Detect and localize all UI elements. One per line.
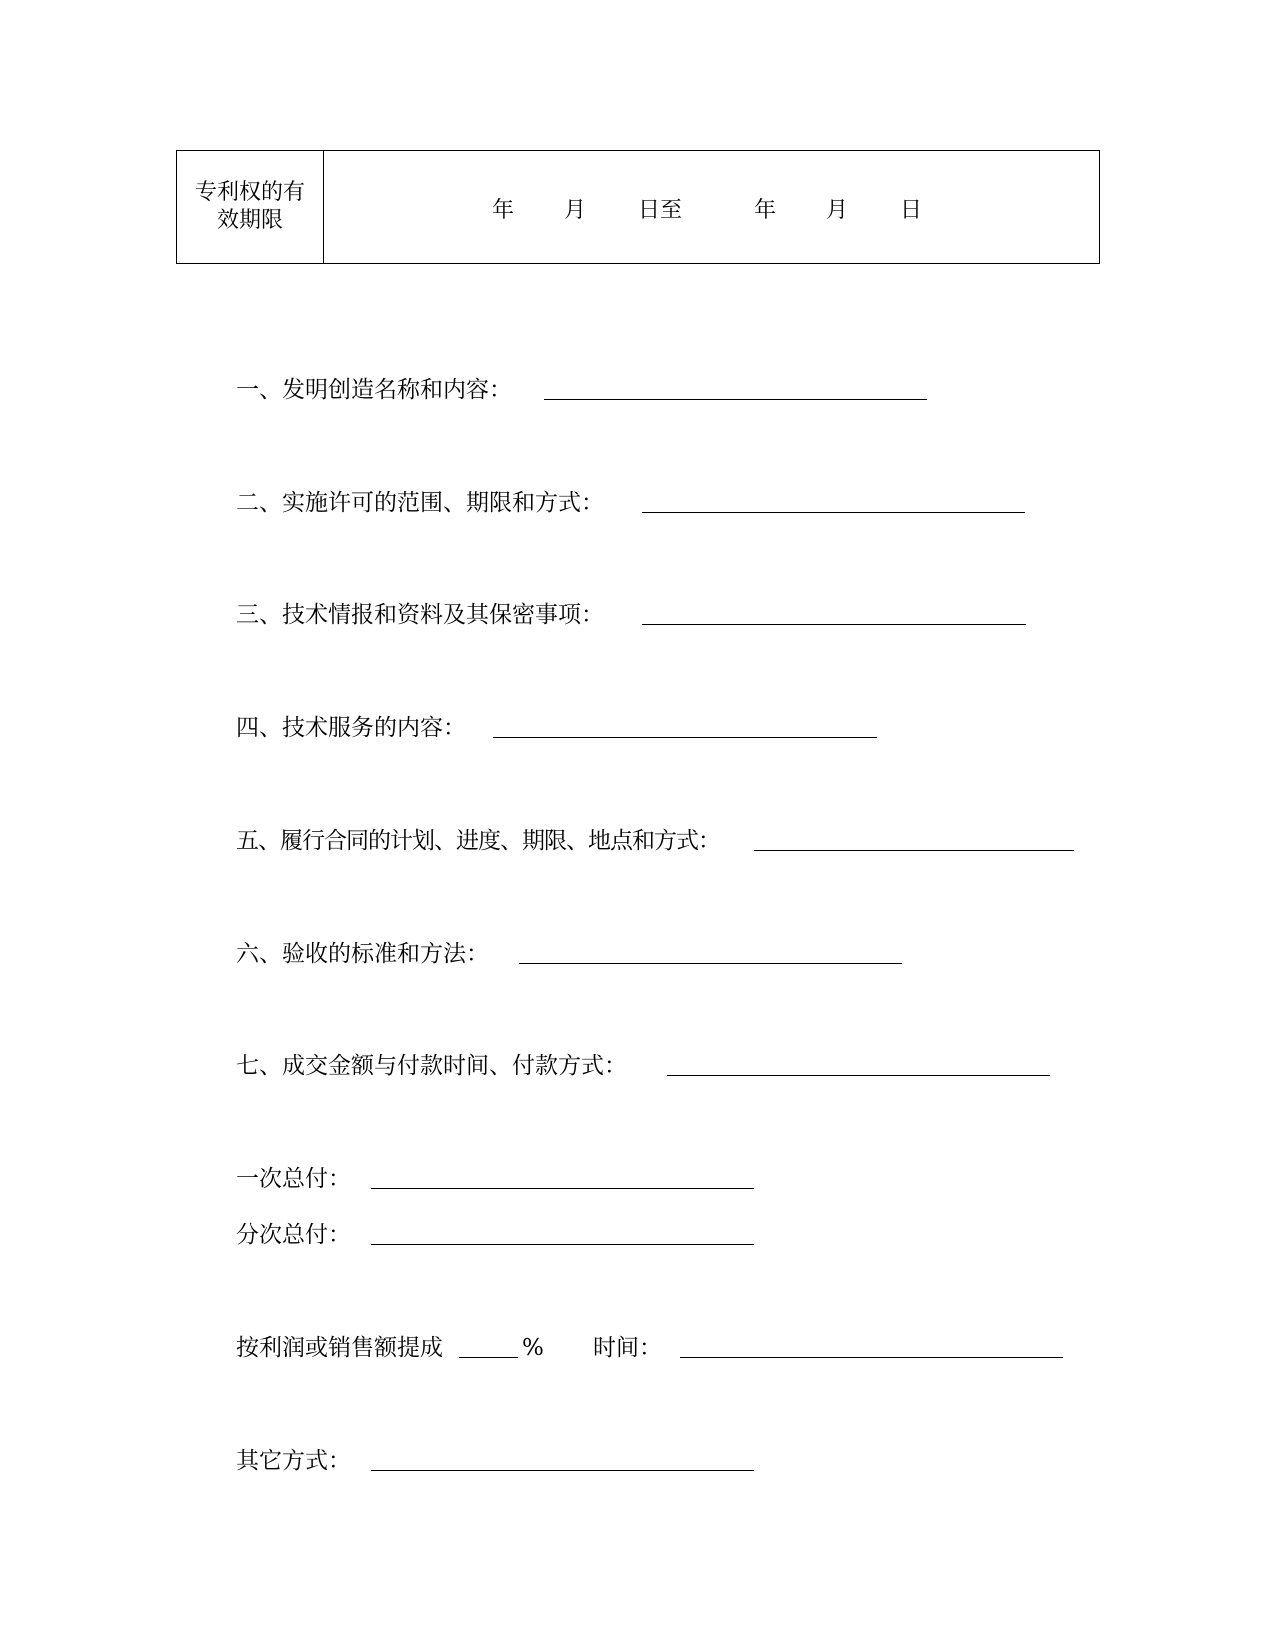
- start-month-unit: 月: [564, 198, 587, 223]
- item3-blank[interactable]: [642, 624, 1026, 625]
- royalty-time-label: 时间：: [593, 1335, 662, 1361]
- item6-label: 六、验收的标准和方法：: [236, 941, 489, 967]
- validity-label-cell: [177, 151, 324, 263]
- item2-blank[interactable]: [642, 512, 1025, 513]
- item4-blank[interactable]: [493, 737, 877, 738]
- end-day-unit: 日: [900, 198, 923, 223]
- royalty-label: 按利润或销售额提成: [236, 1335, 443, 1361]
- lump-sum-blank[interactable]: [371, 1188, 754, 1189]
- item2-label: 二、实施许可的范围、期限和方式：: [236, 490, 604, 516]
- item4-label: 四、技术服务的内容：: [236, 715, 466, 741]
- start-year-unit: 年: [492, 198, 515, 223]
- item7-blank[interactable]: [667, 1075, 1050, 1076]
- other-method-label: 其它方式：: [236, 1448, 351, 1474]
- end-year-unit: 年: [754, 198, 777, 223]
- start-day-unit: 日至: [638, 198, 683, 223]
- item1-blank[interactable]: [544, 399, 927, 400]
- percent-sign: %: [522, 1335, 544, 1361]
- item7-label: 七、成交金额与付款时间、付款方式：: [236, 1053, 627, 1079]
- end-month-unit: 月: [826, 198, 849, 223]
- item5-label: 五、履行合同的计划、进度、期限、地点和方式：: [236, 828, 720, 854]
- royalty-time-blank[interactable]: [680, 1357, 1063, 1358]
- item6-blank[interactable]: [519, 963, 902, 964]
- validity-label: 专利权的有效期限: [194, 180, 305, 233]
- installment-blank[interactable]: [371, 1244, 754, 1245]
- royalty-percent-blank[interactable]: [459, 1357, 518, 1358]
- item1-label: 一、发明创造名称和内容：: [236, 377, 512, 403]
- other-method-blank[interactable]: [371, 1470, 754, 1471]
- installment-label: 分次总付：: [236, 1222, 351, 1248]
- item3-label: 三、技术情报和资料及其保密事项：: [236, 602, 604, 628]
- item5-blank[interactable]: [754, 850, 1074, 851]
- validity-period-table: [176, 150, 1100, 264]
- lump-sum-label: 一次总付：: [236, 1166, 351, 1192]
- validity-date-cell[interactable]: [324, 151, 1099, 263]
